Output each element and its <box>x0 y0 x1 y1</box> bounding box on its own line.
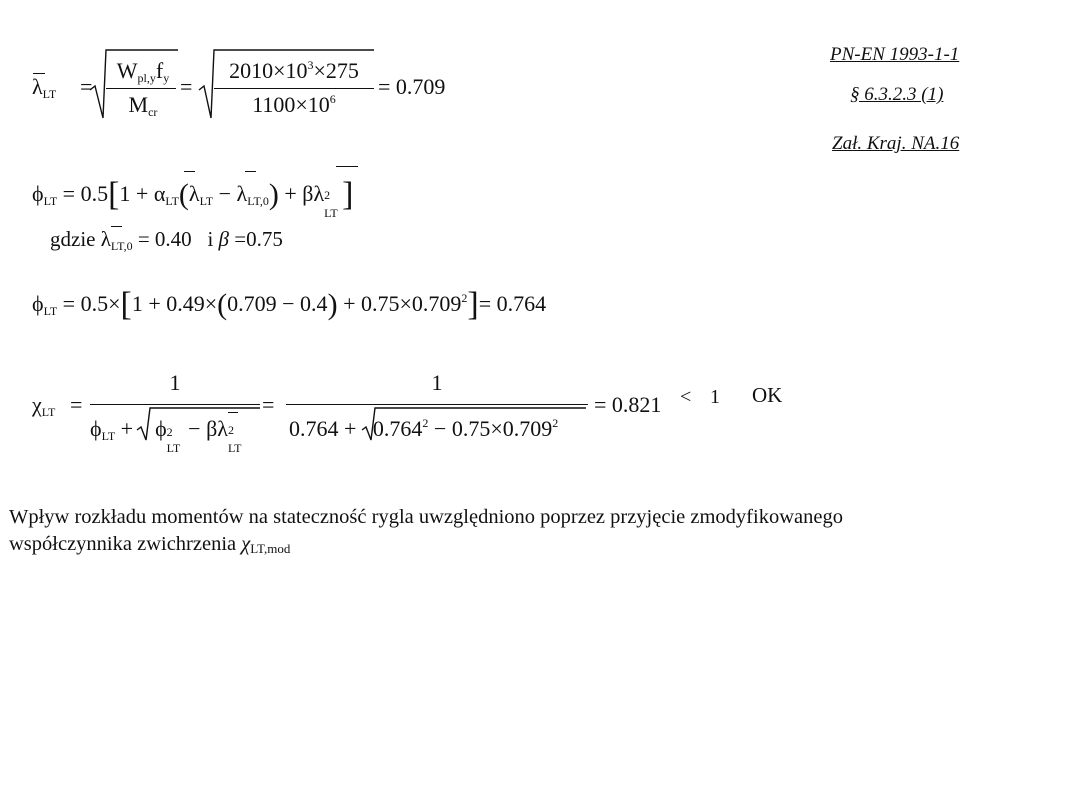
radical-3 <box>137 408 260 440</box>
clause-reference: § 6.3.2.3 (1) <box>850 84 944 105</box>
fraction-numerator-values: $2010\times 10^3\times 275$ <box>229 58 359 83</box>
fraction-denominator-values: $1100\times 10^6$ <box>252 92 336 117</box>
chi-denominator: ϕLT + ϕ 2 LT − βλ 2 LT <box>90 416 242 455</box>
standard-reference: PN-EN 1993-1-1 <box>830 44 960 65</box>
lambda-symbol: λ <box>32 74 43 99</box>
radical-4 <box>362 408 586 440</box>
fraction-numerator: Wpl,yfy <box>116 58 170 85</box>
paragraph-line-1: Wpływ rozkładu momentów na stateczność rygla uwzględniono poprzez przyjęcie zmodyfikowanego <box>9 506 843 528</box>
equation-phi-lt-numeric: $\phi LT = 0.5\times[1 + 0.49\times(0.709 - 0.4) + 0.75\times 0.709^2]= 0.764$ <box>32 286 547 323</box>
where-clause: gdzie λLT,0 = 0.40 i β =0.75 <box>50 227 283 253</box>
annex-reference: Zał. Kraj. NA.16 <box>832 133 960 154</box>
paragraph-line-2: współczynnika zwichrzenia χLT,mod <box>9 533 291 556</box>
radical-1 <box>90 50 178 118</box>
chi-denominator-values: $0.764 + 0.764^2 - 0.75\times 0.709^2$ <box>289 416 559 441</box>
fraction-denominator: Mcr <box>128 92 158 119</box>
ok-label: OK <box>752 383 783 407</box>
radical-2 <box>199 50 374 118</box>
